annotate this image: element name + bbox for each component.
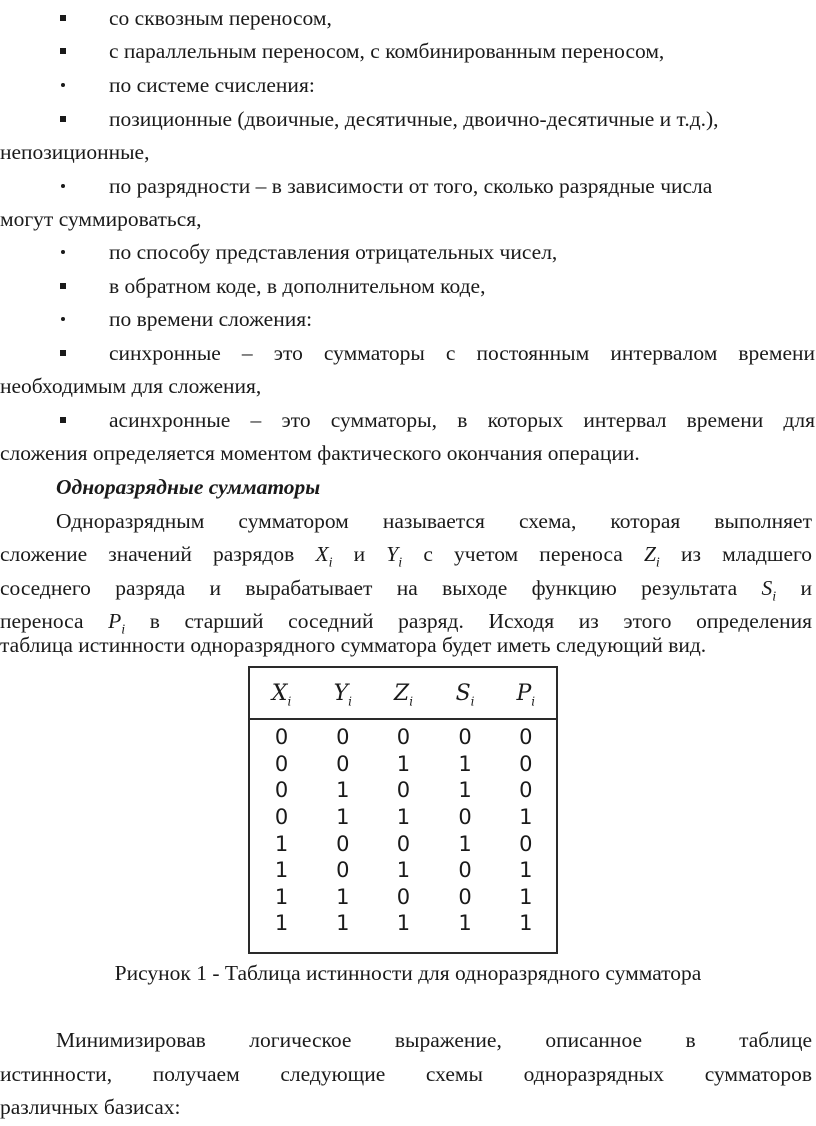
text-span: в старший соседний разряд. Исходя из этого определения [149, 609, 812, 633]
column-header-p: $P_i$ [496, 668, 556, 719]
table-cell: 1 [274, 831, 289, 856]
truth-table-figure [248, 666, 558, 954]
text-span: и [800, 576, 813, 600]
table-cell: 1 [396, 911, 411, 936]
table-row [250, 910, 556, 937]
list-item-text: по системе счисления: [109, 73, 315, 97]
table-cell: 1 [336, 911, 350, 936]
table-cell: 0 [274, 725, 289, 750]
table-row [250, 830, 556, 857]
table-cell: 0 [274, 805, 289, 830]
square-bullet-icon [56, 271, 70, 289]
table-cell: 0 [519, 725, 533, 750]
table-cell: 0 [519, 751, 533, 776]
dot-bullet-icon [56, 70, 70, 87]
text-span: сложение значений разрядов [0, 542, 295, 566]
table-row [250, 804, 556, 831]
paragraph-line: истинности, получаем следующие схемы одноразрядных сумматоров [0, 1062, 812, 1086]
column-header-s: $S_i$ [434, 668, 495, 719]
table-cell: 0 [396, 778, 411, 803]
variable-x: $X_i$ [315, 542, 333, 571]
table-cell: 0 [274, 778, 289, 803]
table-cell: 0 [396, 725, 411, 750]
table-cell: 0 [458, 725, 472, 750]
list-item-continuation: непозиционные, [0, 140, 150, 164]
section-heading: Одноразрядные сумматоры [56, 475, 321, 499]
table-row [250, 719, 556, 751]
table-row [250, 857, 556, 884]
table-cell: 0 [519, 778, 533, 803]
list-item-continuation: необходимым для сложения, [0, 374, 262, 398]
paragraph-line: таблица истинности одноразрядного сумматора будет иметь следующий вид. [0, 633, 707, 657]
truth-table [250, 668, 556, 937]
column-header-y: $Y_i$ [313, 668, 372, 719]
table-cell: 1 [396, 805, 411, 830]
list-item-text: в обратном коде, в дополнительном коде, [109, 274, 486, 298]
list-item-text: со сквозным переносом, [109, 6, 332, 30]
list-item-text: позиционные (двоичные, десятичные, двоично-десятичные и т.д.), [109, 107, 719, 131]
table-cell: 1 [396, 858, 411, 883]
square-bullet-icon [56, 405, 70, 423]
text-span: соседнего разряда и вырабатывает на выходе функцию результата [0, 576, 738, 600]
text-span: из младшего [680, 542, 813, 566]
list-item-text: по времени сложения: [109, 307, 313, 331]
dot-bullet-icon [56, 171, 70, 188]
paragraph-line: Одноразрядным сумматором называется схема, которая выполняет [56, 509, 812, 533]
table-cell: 0 [336, 725, 350, 750]
table-cell: 1 [274, 911, 289, 936]
square-bullet-icon [56, 338, 70, 356]
table-cell: 1 [458, 831, 472, 856]
table-cell: 0 [336, 751, 350, 776]
table-cell: 1 [274, 884, 289, 909]
variable-s: $S_i$ [761, 576, 777, 605]
table-row [250, 884, 556, 911]
table-cell: 0 [396, 831, 411, 856]
table-cell: 1 [519, 911, 533, 936]
table-cell: 0 [458, 884, 472, 909]
table-cell: 0 [458, 805, 472, 830]
table-cell: 1 [458, 778, 472, 803]
table-cell: 1 [396, 751, 411, 776]
table-cell: 0 [519, 831, 533, 856]
list-item-text: по способу представления отрицательных чисел, [109, 240, 558, 264]
table-cell: 1 [458, 911, 472, 936]
table-row [250, 777, 556, 804]
table-cell: 1 [336, 884, 350, 909]
list-item-text: по разрядности – в зависимости от того, сколько разрядные числа [109, 174, 713, 198]
table-cell: 1 [336, 805, 350, 830]
variable-y: $Y_i$ [386, 542, 403, 571]
table-cell: 0 [336, 831, 350, 856]
list-item-continuation: могут суммироваться, [0, 207, 202, 231]
table-cell: 1 [519, 805, 533, 830]
table-cell: 1 [274, 858, 289, 883]
table-header-row [250, 668, 556, 719]
column-header-z: $Z_i$ [373, 668, 435, 719]
variable-p: $P_i$ [108, 609, 126, 638]
variable-z: $Z_i$ [643, 542, 660, 571]
table-cell: 0 [336, 858, 350, 883]
table-cell: 0 [396, 884, 411, 909]
square-bullet-icon [56, 3, 70, 21]
dot-bullet-icon [56, 304, 70, 321]
table-cell: 1 [458, 751, 472, 776]
paragraph-line [0, 573, 812, 603]
table-row [250, 751, 556, 778]
table-cell: 1 [336, 778, 350, 803]
figure-caption: Рисунок 1 - Таблица истинности для одноразрядного сумматора [114, 961, 702, 985]
paragraph-line [0, 539, 812, 569]
text-span: и [353, 542, 366, 566]
table-cell: 0 [458, 858, 472, 883]
square-bullet-icon [56, 36, 70, 54]
paragraph-line: различных базисах: [0, 1095, 181, 1119]
text-span: с учетом переноса [423, 542, 623, 566]
list-item-text: асинхронные – это сумматоры, в которых интервал времени для [109, 408, 815, 432]
list-item-continuation: сложения определяется моментом фактического окончания операции. [0, 441, 640, 465]
table-cell: 1 [519, 884, 533, 909]
text-span: переноса [0, 609, 84, 633]
paragraph-line: Минимизировав логическое выражение, описанное в таблице [56, 1028, 812, 1052]
column-header-x: $X_i$ [250, 668, 313, 719]
list-item-text: синхронные – это сумматоры с постоянным интервалом времени [109, 341, 815, 365]
dot-bullet-icon [56, 237, 70, 254]
square-bullet-icon [56, 104, 70, 122]
list-item-text: с параллельным переносом, с комбинированным переносом, [109, 39, 665, 63]
table-cell: 0 [274, 751, 289, 776]
table-cell: 1 [519, 858, 533, 883]
